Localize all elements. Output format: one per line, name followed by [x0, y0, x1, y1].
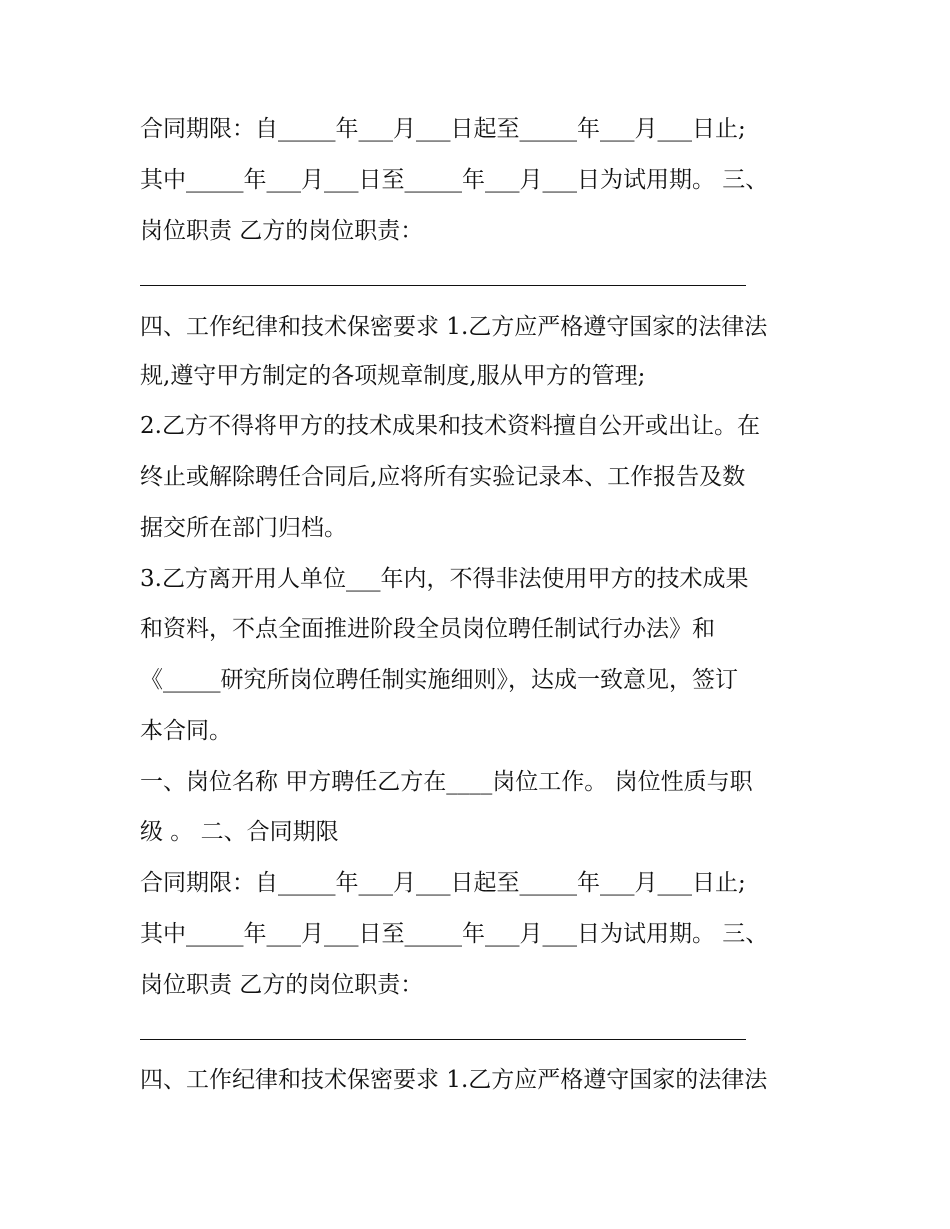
text-line: 其中_____年___月___日至_____年___月___日为试用期。 三、 — [140, 167, 769, 193]
text-line: 本合同。 — [140, 718, 232, 744]
text-line: 终止或解除聘任合同后,应将所有实验记录本、工作报告及数 — [140, 464, 746, 490]
text-line: 和资料，不点全面推进阶段全员岗位聘任制试行办法》和 — [140, 616, 715, 642]
text-line: 据交所在部门归档。 — [140, 515, 347, 541]
text-line: 四、工作纪律和技术保密要求 1.乙方应严格遵守国家的法律法 — [140, 1067, 768, 1093]
text-line: 四、工作纪律和技术保密要求 1.乙方应严格遵守国家的法律法 — [140, 314, 768, 340]
text-line: 一、岗位名称 甲方聘任乙方在____岗位工作。 岗位性质与职 — [140, 769, 753, 795]
blank-fill-rule — [140, 285, 746, 286]
text-line: 合同期限：自_____年___月___日起至_____年___月___日止; — [140, 870, 746, 896]
text-line: 2.乙方不得将甲方的技术成果和技术资料擅自公开或出让。在 — [140, 413, 760, 439]
text-line: 规,遵守甲方制定的各项规章制度,服从甲方的管理; — [140, 363, 646, 389]
text-line: 其中_____年___月___日至_____年___月___日为试用期。 三、 — [140, 921, 769, 947]
text-line: 岗位职责 乙方的岗位职责： — [140, 218, 424, 244]
text-line: 合同期限：自_____年___月___日起至_____年___月___日止; — [140, 116, 746, 142]
text-line: 级 。 二、合同期限 — [140, 819, 339, 845]
text-line: 3.乙方离开用人单位___年内，不得非法使用甲方的技术成果 — [140, 566, 749, 592]
text-line: 《_____研究所岗位聘任制实施细则》，达成一致意见，签订 — [140, 667, 738, 693]
blank-fill-rule — [140, 1039, 746, 1040]
text-line: 岗位职责 乙方的岗位职责： — [140, 972, 424, 998]
